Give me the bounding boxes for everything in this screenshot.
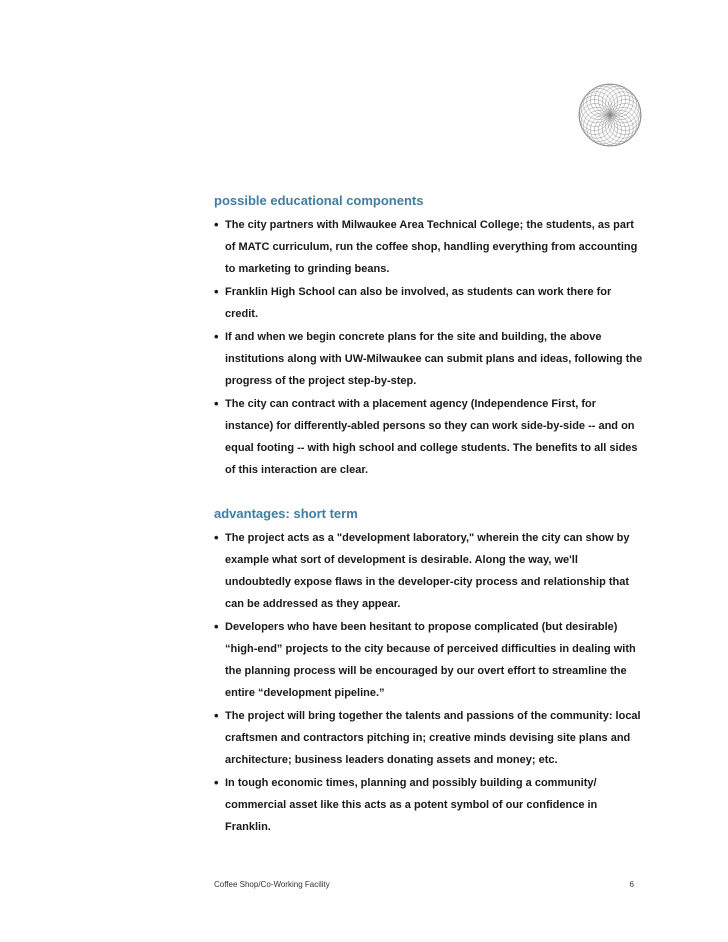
section-educational-components — [214, 192, 644, 481]
bullet-icon: • — [214, 329, 219, 344]
section-title: advantages: short term — [214, 506, 358, 521]
list-item-text: The city partners with Milwaukee Area Technical College; the students, as part of MATC curriculum, run the coffee shop, handling everything from accounting to marketing to grinding beans. — [225, 219, 638, 275]
bullet-icon: • — [214, 619, 219, 634]
list-item-text: The project will bring together the talents and passions of the community: local craftsmen and contractors pitching in; creative minds devising site plans and architecture; business leaders donating assets and money; etc. — [225, 710, 641, 766]
list-item — [214, 705, 644, 771]
bullet-icon: • — [214, 217, 219, 232]
footer-page-number: 6 — [629, 880, 634, 889]
bullet-icon: • — [214, 530, 219, 545]
bullet-icon: • — [214, 708, 219, 723]
list-item-text: If and when we begin concrete plans for the site and building, the above institutions along with UW-Milwaukee can submit plans and ideas, following the progress of the project step-by-step. — [225, 331, 643, 387]
list-item — [214, 772, 644, 838]
spirograph-logo-icon — [577, 82, 643, 148]
list-item — [214, 281, 644, 325]
list-item — [214, 393, 644, 481]
bullet-icon: • — [214, 284, 219, 299]
section-title: possible educational components — [214, 193, 424, 208]
list-item — [214, 326, 644, 392]
list-item-text: In tough economic times, planning and possibly building a community/ commercial asset like this acts as a potent symbol of our confidence in Franklin. — [225, 777, 598, 833]
page-footer — [214, 880, 634, 889]
list-item — [214, 214, 644, 280]
list-item-text: Franklin High School can also be involved, as students can work there for credit. — [225, 286, 612, 320]
footer-document-title: Coffee Shop/Co-Working Facility — [214, 880, 330, 889]
list-item — [214, 527, 644, 615]
bullet-icon: • — [214, 396, 219, 411]
list-item — [214, 616, 644, 704]
bullet-icon: • — [214, 775, 219, 790]
list-item-text: Developers who have been hesitant to propose complicated (but desirable) “high-end” projects to the city because of perceived difficulties in dealing with the planning process will be encouraged by our overt effort to streamline the entire “development pipeline.” — [225, 621, 636, 699]
list-item-text: The project acts as a "development laboratory," wherein the city can show by example what sort of development is desirable. Along the way, we'll undoubtedly expose flaws in the developer-city process and relationship that can be addressed as they appear. — [225, 532, 630, 610]
list-item-text: The city can contract with a placement agency (Independence First, for instance) for differently-abled persons so they can work side-by-side -- and on equal footing -- with high school and college students. The benefits to all sides of this interaction are clear. — [225, 398, 638, 476]
bullet-list — [214, 527, 644, 838]
section-advantages-short-term — [214, 505, 644, 838]
bullet-list — [214, 214, 644, 481]
page-content — [214, 192, 644, 862]
